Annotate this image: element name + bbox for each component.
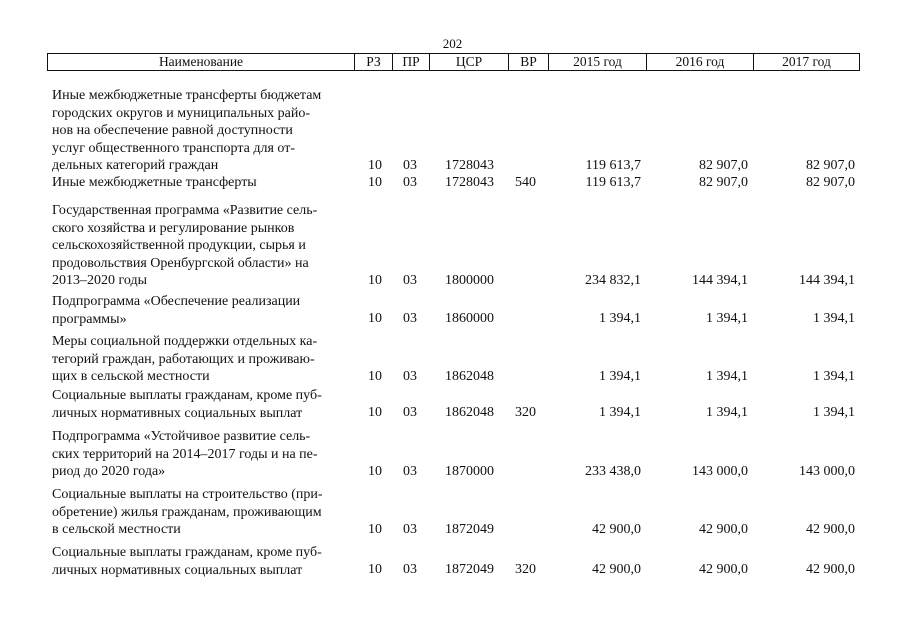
row-name: Социальные выплаты на строительство (при- обретение) жилья гражданам, проживающим в сельской местности [52, 487, 323, 537]
row-2016: 42 900,0 [699, 562, 748, 577]
row-2016: 1 394,1 [706, 369, 748, 384]
row-name: Государственная программа «Развитие сель- ского хозяйства и регулирование рынков сельскохозяйственной продукции, сырья и продовольствия Оренбургской области» на 2013–2020 годы [52, 203, 318, 288]
header-rz: РЗ [354, 53, 393, 71]
row-2016: 144 394,1 [692, 273, 748, 288]
row-rz: 10 [368, 522, 382, 537]
row-pr: 03 [403, 405, 417, 420]
row-2016: 82 907,0 [699, 175, 748, 190]
row-rz: 10 [368, 273, 382, 288]
row-csr: 1862048 [445, 369, 494, 384]
row-2016: 82 907,0 [699, 158, 748, 173]
row-csr: 1862048 [445, 405, 494, 420]
row-2015: 1 394,1 [599, 311, 641, 326]
row-name: Подпрограмма «Обеспечение реализации программы» [52, 294, 301, 327]
row-2015: 233 438,0 [585, 464, 641, 479]
row-rz: 10 [368, 158, 382, 173]
row-2017: 82 907,0 [806, 158, 855, 173]
row-2015: 42 900,0 [592, 562, 641, 577]
row-2016: 143 000,0 [692, 464, 748, 479]
row-pr: 03 [403, 464, 417, 479]
row-vr: 320 [515, 562, 536, 577]
row-2017: 42 900,0 [806, 562, 855, 577]
row-csr: 1860000 [445, 311, 494, 326]
row-2017: 1 394,1 [813, 311, 855, 326]
row-csr: 1872049 [445, 522, 494, 537]
row-2015: 119 613,7 [585, 175, 641, 190]
row-2017: 144 394,1 [799, 273, 855, 288]
header-2017: 2017 год [753, 53, 860, 71]
row-2016: 1 394,1 [706, 311, 748, 326]
row-name: Подпрограмма «Устойчивое развитие сель- ских территорий на 2014–2017 годы и на пе- риод до 2020 года» [52, 429, 318, 479]
header-vr: ВР [508, 53, 549, 71]
row-2015: 42 900,0 [592, 522, 641, 537]
row-2017: 1 394,1 [813, 405, 855, 420]
row-2016: 1 394,1 [706, 405, 748, 420]
row-name: Меры социальной поддержки отдельных ка- тегорий граждан, работающих и проживаю- щих в сельской местности [52, 334, 318, 384]
row-name: Социальные выплаты гражданам, кроме пуб- личных нормативных социальных выплат [52, 388, 322, 421]
row-rz: 10 [368, 464, 382, 479]
row-pr: 03 [403, 522, 417, 537]
row-2015: 234 832,1 [585, 273, 641, 288]
row-2017: 1 394,1 [813, 369, 855, 384]
row-2015: 1 394,1 [599, 405, 641, 420]
page-number: 202 [442, 36, 463, 51]
row-rz: 10 [368, 369, 382, 384]
row-vr: 320 [515, 405, 536, 420]
header-pr: ПР [392, 53, 430, 71]
row-csr: 1728043 [445, 175, 494, 190]
header-2015: 2015 год [548, 53, 647, 71]
row-pr: 03 [403, 369, 417, 384]
row-name: Иные межбюджетные трансферты бюджетам городских округов и муниципальных райо- нов на обеспечение равной доступности услуг общественного транспорта для от- дельных категорий граждан [52, 88, 322, 173]
row-2017: 82 907,0 [806, 175, 855, 190]
header-name: Наименование [47, 53, 355, 71]
row-pr: 03 [403, 158, 417, 173]
row-2015: 1 394,1 [599, 369, 641, 384]
row-pr: 03 [403, 562, 417, 577]
row-name: Иные межбюджетные трансферты [52, 175, 257, 190]
row-rz: 10 [368, 405, 382, 420]
header-2016: 2016 год [646, 53, 754, 71]
row-pr: 03 [403, 175, 417, 190]
row-2016: 42 900,0 [699, 522, 748, 537]
row-rz: 10 [368, 175, 382, 190]
row-csr: 1800000 [445, 273, 494, 288]
row-2015: 119 613,7 [585, 158, 641, 173]
row-2017: 42 900,0 [806, 522, 855, 537]
row-csr: 1870000 [445, 464, 494, 479]
row-csr: 1872049 [445, 562, 494, 577]
row-name: Социальные выплаты гражданам, кроме пуб- личных нормативных социальных выплат [52, 545, 322, 578]
row-csr: 1728043 [445, 158, 494, 173]
row-2017: 143 000,0 [799, 464, 855, 479]
row-pr: 03 [403, 273, 417, 288]
row-pr: 03 [403, 311, 417, 326]
row-vr: 540 [515, 175, 536, 190]
row-rz: 10 [368, 562, 382, 577]
header-csr: ЦСР [429, 53, 509, 71]
row-rz: 10 [368, 311, 382, 326]
